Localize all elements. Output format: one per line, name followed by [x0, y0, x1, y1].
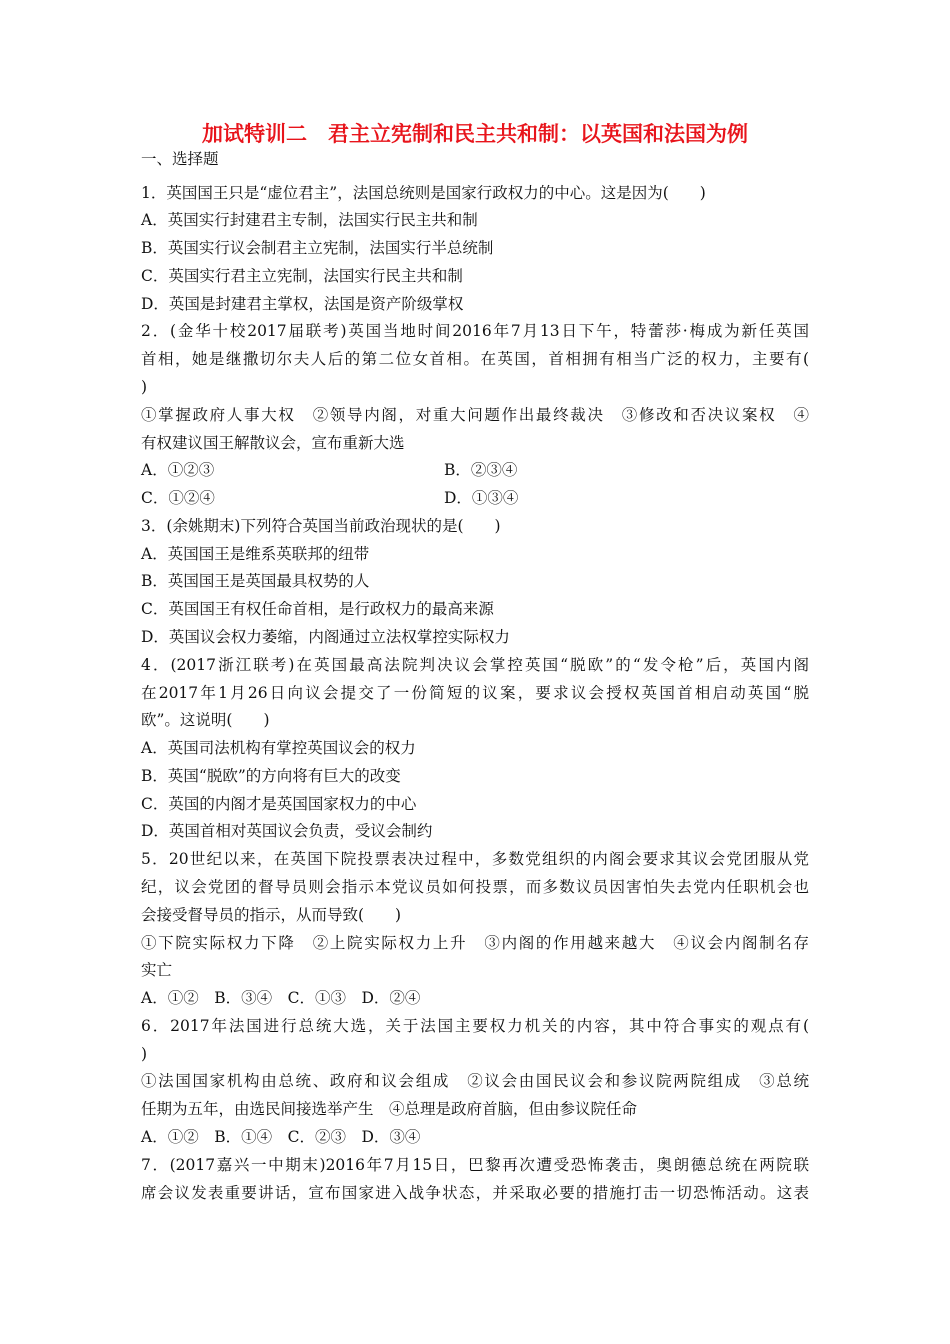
q2-stem-line2: 首相，她是继撒切尔夫人后的第二位女首相。在英国，首相拥有相当广泛的权力，主要有(: [141, 350, 809, 368]
q2-stem-line1: 2．(金华十校2017届联考)英国当地时间2016年7月13日下午，特蕾莎·梅成为新任英国: [141, 322, 809, 340]
q5-options: A．①② B．③④ C．①③ D．②④: [141, 989, 421, 1007]
q2-option-c: C．①②④: [141, 489, 215, 507]
q4-stem-line3: 欧”。这说明( ): [141, 711, 270, 729]
q1-option-a: A．英国实行封建君主专制，法国实行民主共和制: [141, 211, 478, 229]
q1-option-d: D．英国是封建君主掌权，法国是资产阶级掌权: [141, 295, 464, 313]
q3-option-d: D．英国议会权力萎缩，内阁通过立法权掌控实际权力: [141, 628, 510, 646]
q6-items-line2: 任期为五年，由选民间接选举产生 ④总理是政府首脑，但由参议院任命: [141, 1100, 638, 1118]
q4-stem-line2: 在2017年1月26日向议会提交了一份简短的议案，要求议会授权英国首相启动英国“脱: [141, 684, 809, 702]
q5-items-line1: ①下院实际权力下降 ②上院实际权力上升 ③内阁的作用越来越大 ④议会内阁制名存: [141, 934, 809, 952]
section-heading: 一、选择题: [141, 150, 219, 168]
q4-option-c: C．英国的内阁才是英国国家权力的中心: [141, 795, 417, 813]
q5-stem-line1: 5．20世纪以来，在英国下院投票表决过程中，多数党组织的内阁会要求其议会党团服从党: [141, 850, 809, 868]
q2-option-d: D．①③④: [444, 489, 519, 507]
q6-stem-line2: ): [141, 1045, 148, 1063]
q1-option-c: C．英国实行君主立宪制，法国实行民主共和制: [141, 267, 463, 285]
q2-option-a: A．①②③: [141, 461, 215, 479]
q4-option-a: A．英国司法机构有掌控英国议会的权力: [141, 739, 416, 757]
page-title: 加试特训二 君主立宪制和民主共和制：以英国和法国为例: [202, 122, 748, 146]
q6-items-line1: ①法国国家机构由总统、政府和议会组成 ②议会由国民议会和参议院两院组成 ③总统: [141, 1072, 809, 1090]
q6-stem-line1: 6．2017年法国进行总统大选，关于法国主要权力机关的内容，其中符合事实的观点有(: [141, 1017, 809, 1035]
q4-option-b: B．英国“脱欧”的方向将有巨大的改变: [141, 767, 401, 785]
q3-option-a: A．英国国王是维系英联邦的纽带: [141, 545, 370, 563]
q1-option-b: B．英国实行议会制君主立宪制，法国实行半总统制: [141, 239, 494, 257]
q1-stem: 1．英国国王只是“虚位君主”，法国总统则是国家行政权力的中心。这是因为( ): [141, 184, 706, 202]
q6-options: A．①② B．①④ C．②③ D．③④: [141, 1128, 421, 1146]
q3-option-b: B．英国国王是英国最具权势的人: [141, 572, 370, 590]
q4-option-d: D．英国首相对英国议会负责，受议会制约: [141, 822, 433, 840]
q5-items-line2: 实亡: [141, 961, 173, 979]
q3-stem: 3．(余姚期末)下列符合英国当前政治现状的是( ): [141, 517, 501, 535]
q7-stem-line2: 席会议发表重要讲话，宣布国家进入战争状态，并采取必要的措施打击一切恐怖活动。这表: [141, 1184, 809, 1202]
q2-items-line2: 有权建议国王解散议会，宣布重新大选: [141, 434, 405, 452]
q3-option-c: C．英国国王有权任命首相，是行政权力的最高来源: [141, 600, 494, 618]
q5-stem-line3: 会接受督导员的指示，从而导致( ): [141, 906, 402, 924]
q2-stem-line3: ): [141, 378, 148, 396]
q2-option-b: B．②③④: [444, 461, 518, 479]
q5-stem-line2: 纪，议会党团的督导员则会指示本党议员如何投票，而多数议员因害怕失去党内任职机会也: [141, 878, 809, 896]
q2-items-line1: ①掌握政府人事大权 ②领导内阁，对重大问题作出最终裁决 ③修改和否决议案权 ④: [141, 406, 809, 424]
q4-stem-line1: 4．(2017浙江联考)在英国最高法院判决议会掌控英国“脱欧”的“发令枪”后，英国内阁: [141, 656, 809, 674]
q7-stem-line1: 7．(2017嘉兴一中期末)2016年7月15日，巴黎再次遭受恐怖袭击，奥朗德总统在两院联: [141, 1156, 809, 1174]
